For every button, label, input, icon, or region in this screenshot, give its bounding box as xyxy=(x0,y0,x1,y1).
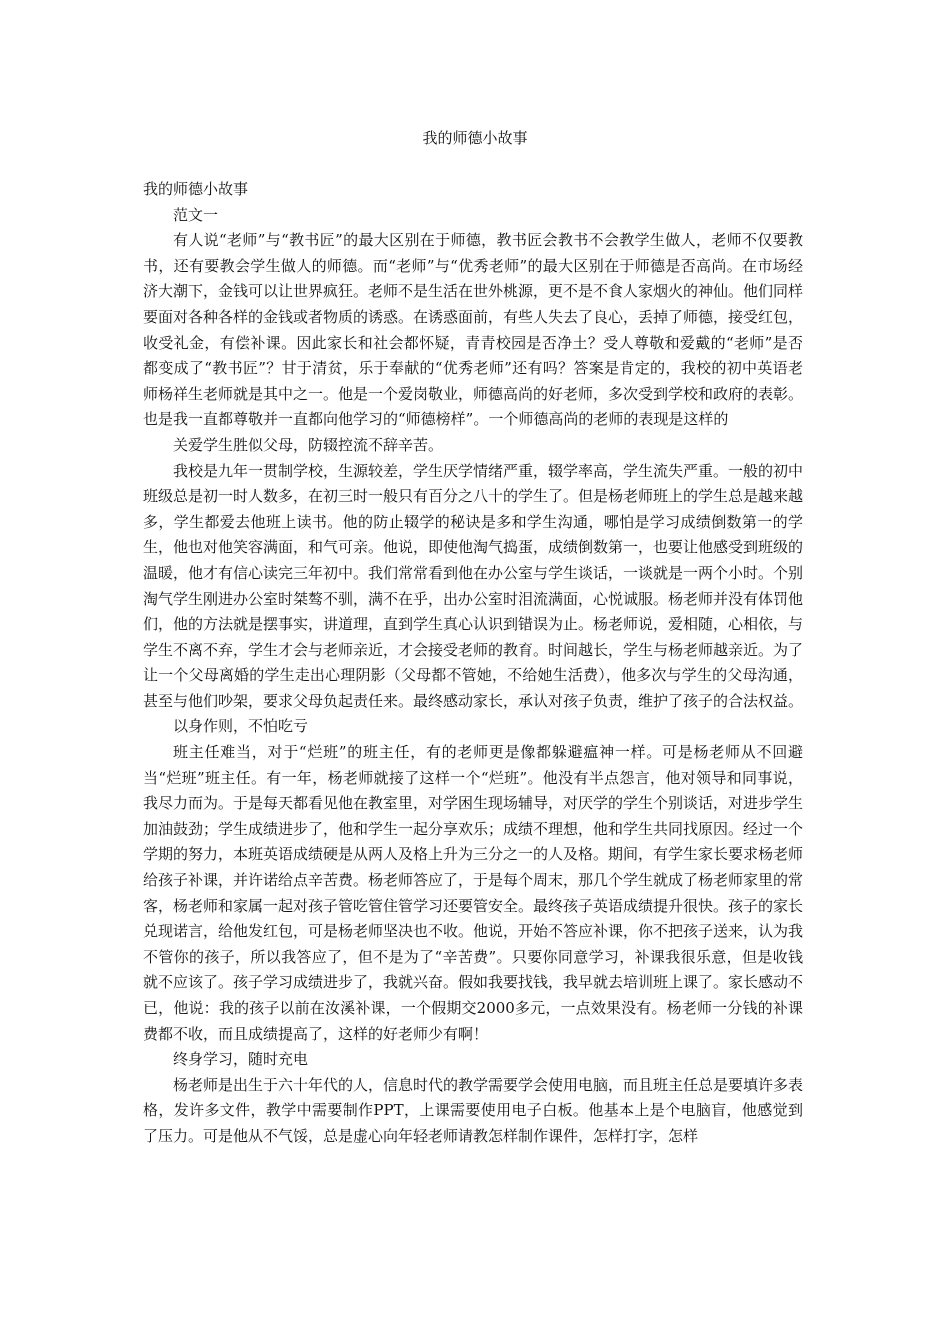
document-title: 我的师德小故事 xyxy=(422,129,528,147)
paragraph-introduction: 有人说“老师”与“教书匠”的最大区别在于师德，教书匠会教书不会教学生做人，老师不仅要教书，还有要教会学生做人的师德。而“老师”与“优秀老师”的最大区别在于师德是否高尚。在市场经济大潮下，金钱可以让世界疯狂。老师不是生活在世外桃源，更不是不食人家烟火的神仙。他们同样要面对各种各样的金钱或者物质的诱惑。在诱惑面前，有些人失去了良心，丢掉了师德，接受红包，收受礼金，有偿补课。因此家长和社会都怀疑，青青校园是否净土？受人尊敬和爱戴的“老师”是否都变成了“教书匠”？甘于清贫，乐于奉献的“优秀老师”还有吗？答案是肯定的，我校的初中英语老师杨祥生老师就是其中之一。他是一个爱岗敬业，师德高尚的好老师，多次受到学校和政府的表彰。也是我一直都尊敬并一直都向他学习的“师德榜样”。一个师德高尚的老师的表现是这样的 xyxy=(143,231,804,429)
document-body xyxy=(143,177,803,1150)
heading-lifelong-learning: 终身学习，随时充电 xyxy=(173,1050,309,1069)
paragraph-care-for-students: 我校是九年一贯制学校，生源较差，学生厌学情绪严重，辍学率高，学生流失严重。一般的初中班级总是初一时人数多，在初三时一般只有百分之八十的学生了。但是杨老师班上的学生总是越来越多，学生都爱去他班上读书。他的防止辍学的秘诀是多和学生沟通，哪怕是学习成绩倒数第一的学生，他也对他笑容满面，和气可亲。他说，即使他淘气捣蛋，成绩倒数第一，也要让他感受到班级的温暖，他才有信心读完三年初中。我们常常看到他在办公室与学生谈话，一谈就是一两个小时。个别淘气学生刚进办公室时桀骜不驯，满不在乎，出办公室时泪流满面，心悦诚服。杨老师并没有体罚他们，他的方法就是摆事实，讲道理，直到学生真心认识到错误为止。杨老师说，爱相随，心相依，与学生不离不弃，学生才会与老师亲近，才会接受老师的教育。时间越长，学生与杨老师越亲近。为了让一个父母离婚的学生走出心理阴影（父母都不管她，不给她生活费），他多次与学生的父母沟通，甚至与他们吵架，要求父母负起责任来。最终感动家长，承认对孩子负责，维护了孩子的合法权益。 xyxy=(143,461,804,710)
heading-lead-by-example: 以身作则，不怕吃亏 xyxy=(173,717,309,736)
section-label-sample-one: 范文一 xyxy=(173,205,219,224)
paragraph-lifelong-learning: 杨老师是出生于六十年代的人，信息时代的教学需要学会使用电脑，而且班主任总是要填许多表格，发许多文件，教学中需要制作PPT，上课需要使用电子白板。他基本上是个电脑盲，他感觉到了压力。可是他从不气馁，总是虚心向年轻老师请教怎样制作课件，怎样打字，怎样 xyxy=(143,1075,804,1145)
heading-care-for-students: 关爱学生胜似父母，防辍控流不辞辛苦。 xyxy=(173,435,444,454)
paragraph-lead-by-example: 班主任难当，对于“烂班”的班主任，有的老师更是像都躲避瘟神一样。可是杨老师从不回避当“烂班”班主任。有一年，杨老师就接了这样一个“烂班”。他没有半点怨言，他对领导和同事说，我尽力而为。于是每天都看见他在教室里，对学困生现场辅导，对厌学的学生个别谈话，对进步学生加油鼓劲；学生成绩进步了，他和学生一起分享欢乐；成绩不理想，他和学生共同找原因。经过一个学期的努力，本班英语成绩硬是从两人及格上升为三分之一的人及格。期间，有学生家长要求杨老师给孩子补课，并许诺给点辛苦费。杨老师答应了，于是每个周末，那几个学生就成了杨老师家里的常客，杨老师和家属一起对孩子管吃管住管学习还要管安全。最终孩子英语成绩提升很快。孩子的家长兑现诺言，给他发红包，可是杨老师坚决也不收。他说，开始不答应补课，你不把孩子送来，认为我不管你的孩子，所以我答应了，但不是为了“辛苦费”。只要你同意学习，补课我很乐意，但是收钱就不应该了。孩子学习成绩进步了，我就兴奋。假如我要找钱，我早就去培训班上课了。家长感动不已，他说：我的孩子以前在汝溪补课，一个假期交2000多元，一点效果没有。杨老师一分钱的补课费都不收，而且成绩提高了，这样的好老师少有啊！ xyxy=(143,743,804,1043)
document-subtitle: 我的师德小故事 xyxy=(143,180,249,198)
